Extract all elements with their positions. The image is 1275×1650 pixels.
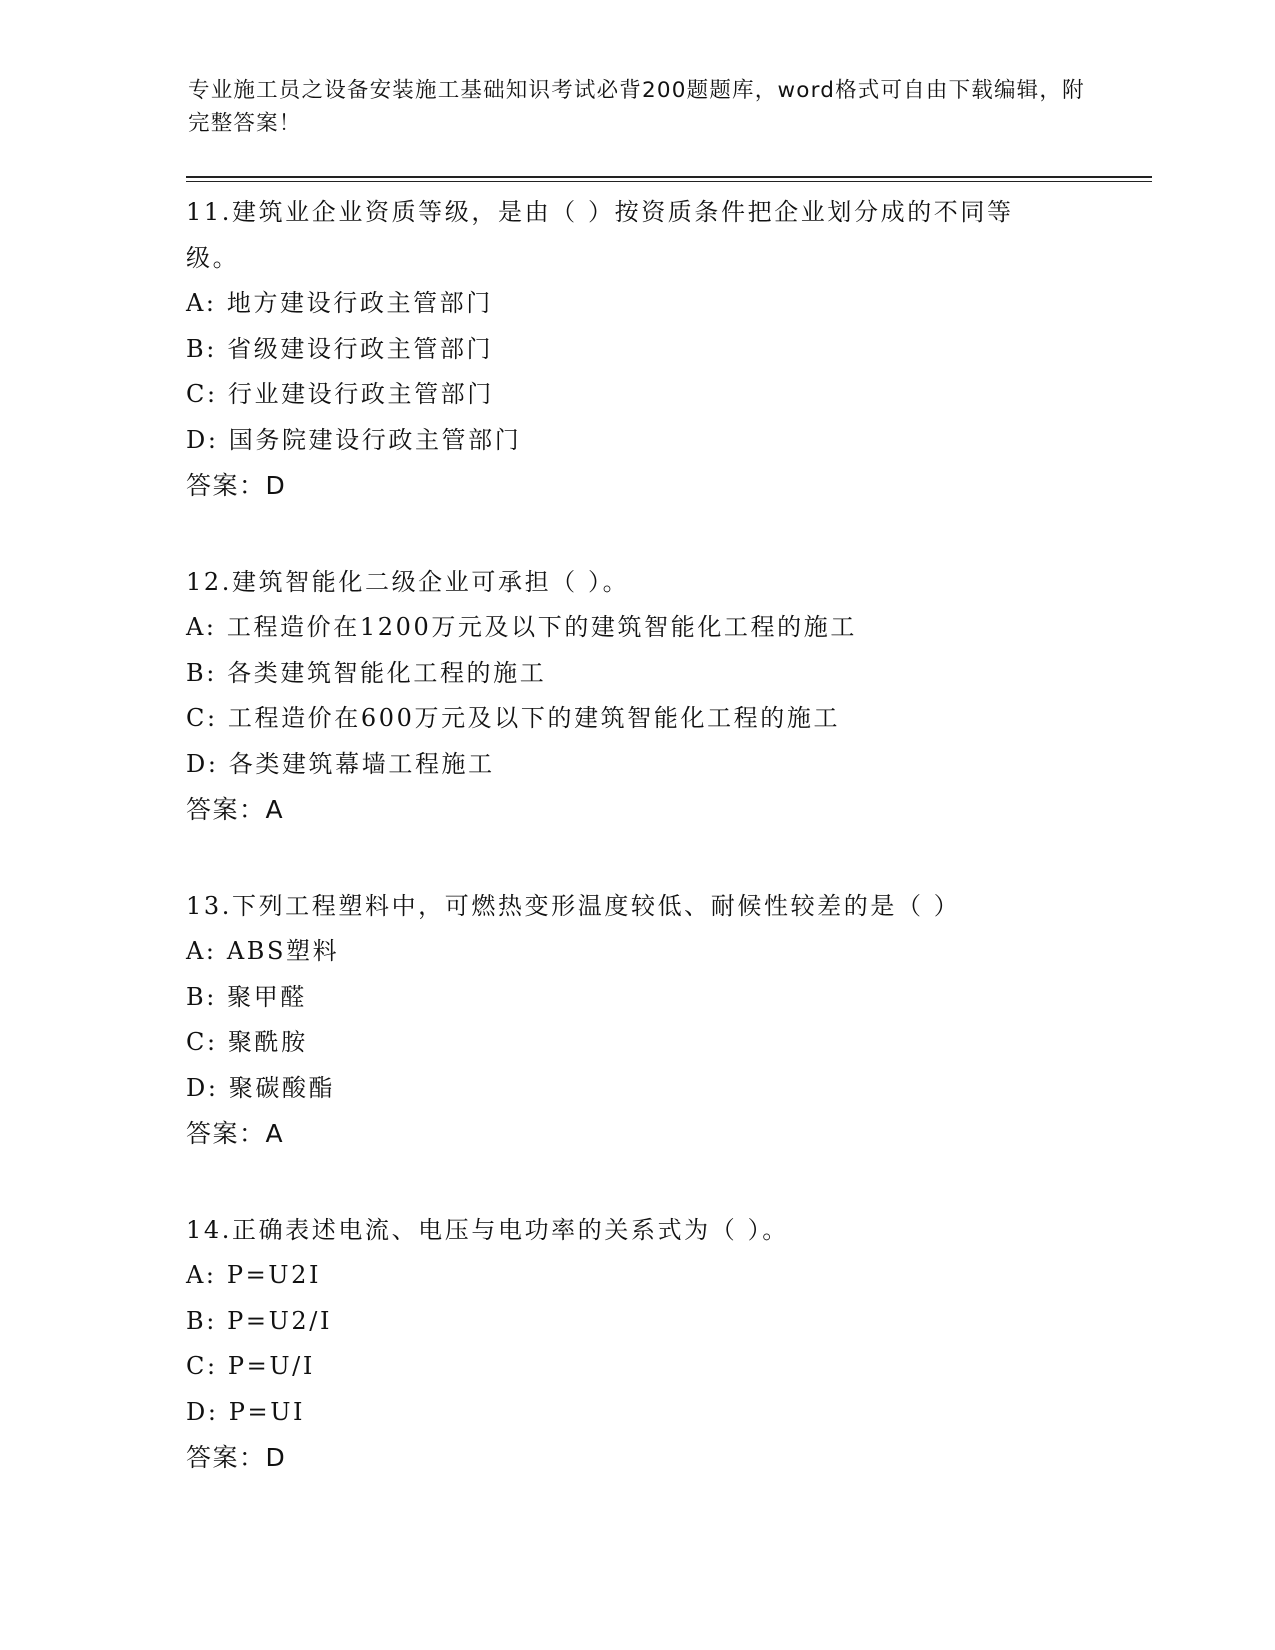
option-d: D: 聚碳酸酯 xyxy=(186,1073,336,1102)
question-14 xyxy=(186,1208,1086,1481)
answer-line: 答案：D xyxy=(186,471,287,500)
question-12 xyxy=(186,560,1086,833)
option-d: D: 国务院建设行政主管部门 xyxy=(186,425,522,454)
question-text: 14.正确表述电流、电压与电功率的关系式为（ ）。 xyxy=(186,1215,789,1244)
option-d: D: 各类建筑幕墙工程施工 xyxy=(186,749,495,778)
answer-line: 答案：D xyxy=(186,1443,287,1472)
question-text: 11.建筑业企业资质等级，是由（ ）按资质条件把企业划分成的不同等级。 xyxy=(186,198,1014,272)
option-c: C: 行业建设行政主管部门 xyxy=(186,380,494,408)
option-b: B: 省级建设行政主管部门 xyxy=(186,334,494,363)
question-list xyxy=(186,190,1086,1532)
answer-line: 答案：A xyxy=(186,1119,285,1148)
option-c: C: P=U/I xyxy=(186,1352,315,1380)
question-text: 13.下列工程塑料中，可燃热变形温度较低、耐候性较差的是（ ） xyxy=(186,891,961,920)
option-a: A: P=U2I xyxy=(186,1261,322,1289)
question-11 xyxy=(186,190,1086,509)
option-b: B: 各类建筑智能化工程的施工 xyxy=(186,658,547,687)
option-c: C: 工程造价在600万元及以下的建筑智能化工程的施工 xyxy=(186,704,841,732)
option-a: A: ABS塑料 xyxy=(186,937,340,965)
document-header: 专业施工员之设备安装施工基础知识考试必背200题题库，word格式可自由下载编辑，附完整答案！ xyxy=(188,78,1085,136)
option-b: B: 聚甲醛 xyxy=(186,982,307,1011)
option-a: A: 工程造价在1200万元及以下的建筑智能化工程的施工 xyxy=(186,613,857,641)
option-b: B: P=U2/I xyxy=(186,1306,333,1335)
answer-line: 答案：A xyxy=(186,795,285,824)
option-d: D: P=UI xyxy=(186,1397,306,1426)
option-a: A: 地方建设行政主管部门 xyxy=(186,289,493,317)
header-divider xyxy=(186,176,1152,182)
question-text: 12.建筑智能化二级企业可承担（ ）。 xyxy=(186,567,630,596)
option-c: C: 聚酰胺 xyxy=(186,1028,308,1056)
question-13 xyxy=(186,884,1086,1157)
